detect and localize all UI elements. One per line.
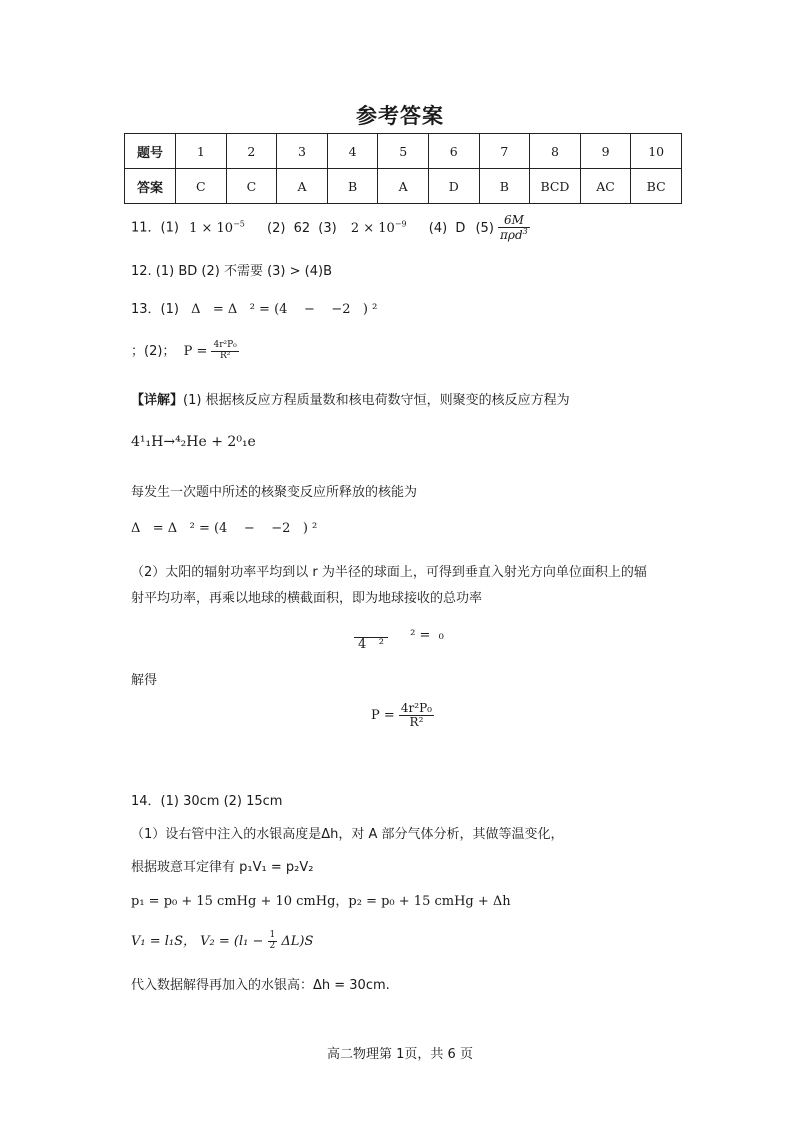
table-cell: 9 [580, 134, 631, 169]
detail-eq3-denominator: 4 ² [358, 636, 384, 652]
table-cell: B [479, 169, 530, 204]
q11-part-2: (2) [267, 220, 286, 236]
detail-equation-2: Δ = Δ ² = (4 − −2 ) ² [131, 521, 318, 536]
table-row-numbers [125, 134, 682, 169]
detail-p-label: P = [371, 708, 395, 724]
answer-13-line-2 [131, 340, 239, 362]
detail-line-2: 每发生一次题中所述的核聚变反应所释放的核能为 [131, 485, 418, 500]
q11-fraction-den-base: πρd [500, 228, 523, 243]
q13-p-fraction [211, 341, 238, 362]
q11-fraction [498, 214, 530, 242]
table-cell: 1 [176, 134, 227, 169]
q14-line-5: 代入数据解得再加入的水银高：Δh = 30cm. [131, 978, 390, 993]
q11-part-5: (5) [475, 220, 494, 236]
answer-11 [131, 214, 530, 242]
q14-half-denominator: 2 [269, 941, 276, 951]
table-cell: AC [580, 169, 631, 204]
detail-tag: 【详解】 [131, 393, 184, 408]
q13-p-label: P = [183, 344, 208, 359]
detail-line-3b: 射平均功率，再乘以地球的横截面积，即为地球接收的总功率 [131, 591, 483, 606]
table-cell: C [176, 169, 227, 204]
q11-value-4: D [455, 220, 466, 236]
table-cell: 3 [277, 134, 328, 169]
header-question-number: 题号 [125, 134, 176, 169]
table-cell: B [327, 169, 378, 204]
detail-line-3a: （2）太阳的辐射功率平均到以 r 为半径的球面上，可得到垂直入射光方向单位面积上的辐 [131, 565, 647, 580]
answer-14-heading: 14．(1) 30cm (2) 15cm [131, 794, 283, 809]
table-cell: 6 [428, 134, 479, 169]
q11-fraction-den-exp: 3 [522, 227, 528, 237]
q14-line-4 [131, 930, 313, 952]
detail-p-denominator: R² [409, 715, 424, 730]
table-cell: 10 [631, 134, 682, 169]
table-row-answers [125, 169, 682, 204]
table-cell: A [277, 169, 328, 204]
answer-12: 12. (1) BD (2) 不需要 (3) > (4)B [131, 264, 332, 279]
q11-value-1-base: 1 × 10 [189, 220, 234, 236]
answer-13-line-1 [131, 298, 377, 317]
table-cell: 2 [226, 134, 277, 169]
detail-equation-3 [354, 628, 444, 652]
q14-line-3: p₁ = p₀ + 15 cmHg + 10 cmHg，p₂ = p₀ + 15 cmHg + Δh [131, 894, 511, 909]
table-cell: BCD [530, 169, 581, 204]
q11-fraction-denominator [498, 228, 530, 242]
detail-eq3-fraction [354, 631, 388, 652]
detail-p-equation [371, 702, 434, 729]
detail-line-1-text: (1) 根据核反应方程质量数和核电荷数守恒，则聚变的核反应方程为 [183, 393, 570, 408]
header-answer: 答案 [125, 169, 176, 204]
detail-eq3-rest: ² = ₀ [410, 628, 444, 643]
q14-half-fraction [268, 931, 278, 952]
detail-line-1 [131, 389, 570, 408]
q14-line-2: 根据玻意耳定律有 p₁V₁ = p₂V₂ [131, 860, 314, 875]
page-title: 参考答案 [356, 104, 444, 128]
q11-value-3-base: 2 × 10 [350, 220, 395, 236]
q11-fraction-numerator: 6M [498, 214, 530, 228]
q11-value-1-exp: −5 [233, 219, 245, 229]
q14-line-1: （1）设右管中注入的水银高度是Δh，对 A 部分气体分析，其做等温变化， [131, 827, 564, 842]
table-cell: 7 [479, 134, 530, 169]
table-cell: BC [631, 169, 682, 204]
q11-value-3-exp: −9 [394, 219, 407, 229]
q13-p-numerator: 4r²P₀ [213, 340, 237, 351]
table-cell: D [428, 169, 479, 204]
q11-part-3: (3) [318, 220, 337, 236]
q11-value-1 [189, 221, 245, 236]
solve-label: 解得 [131, 673, 158, 688]
q11-value-2: 62 [293, 220, 311, 236]
table-cell: C [226, 169, 277, 204]
q14-half-numerator: 1 [269, 930, 276, 941]
table-cell: A [378, 169, 429, 204]
detail-p-fraction [399, 702, 434, 729]
nuclear-reaction-equation: 4¹₁H→⁴₂He + 2⁰₁e [131, 434, 256, 450]
answer-table [124, 133, 682, 204]
table-cell: 8 [530, 134, 581, 169]
q13-prefix: 13．(1) [131, 302, 179, 317]
q13-line2-prefix: ；(2)； [131, 344, 176, 359]
q11-prefix: 11．(1) [131, 220, 179, 236]
q14-line-4a: V₁ = l₁S， V₂ = (l₁ − [131, 934, 264, 949]
detail-p-numerator: 4r²P₀ [400, 701, 432, 715]
table-cell: 4 [327, 134, 378, 169]
page-footer: 高二物理第 1页，共 6 页 [327, 1047, 473, 1062]
table-cell: 5 [378, 134, 429, 169]
q14-line-4b: ΔL)S [281, 934, 314, 949]
q11-part-4: (4) [428, 220, 448, 236]
q13-p-denominator: R² [219, 351, 231, 361]
q13-equation: Δ = Δ ² = (4 − −2 ) ² [191, 302, 378, 317]
q11-value-3 [351, 221, 407, 236]
